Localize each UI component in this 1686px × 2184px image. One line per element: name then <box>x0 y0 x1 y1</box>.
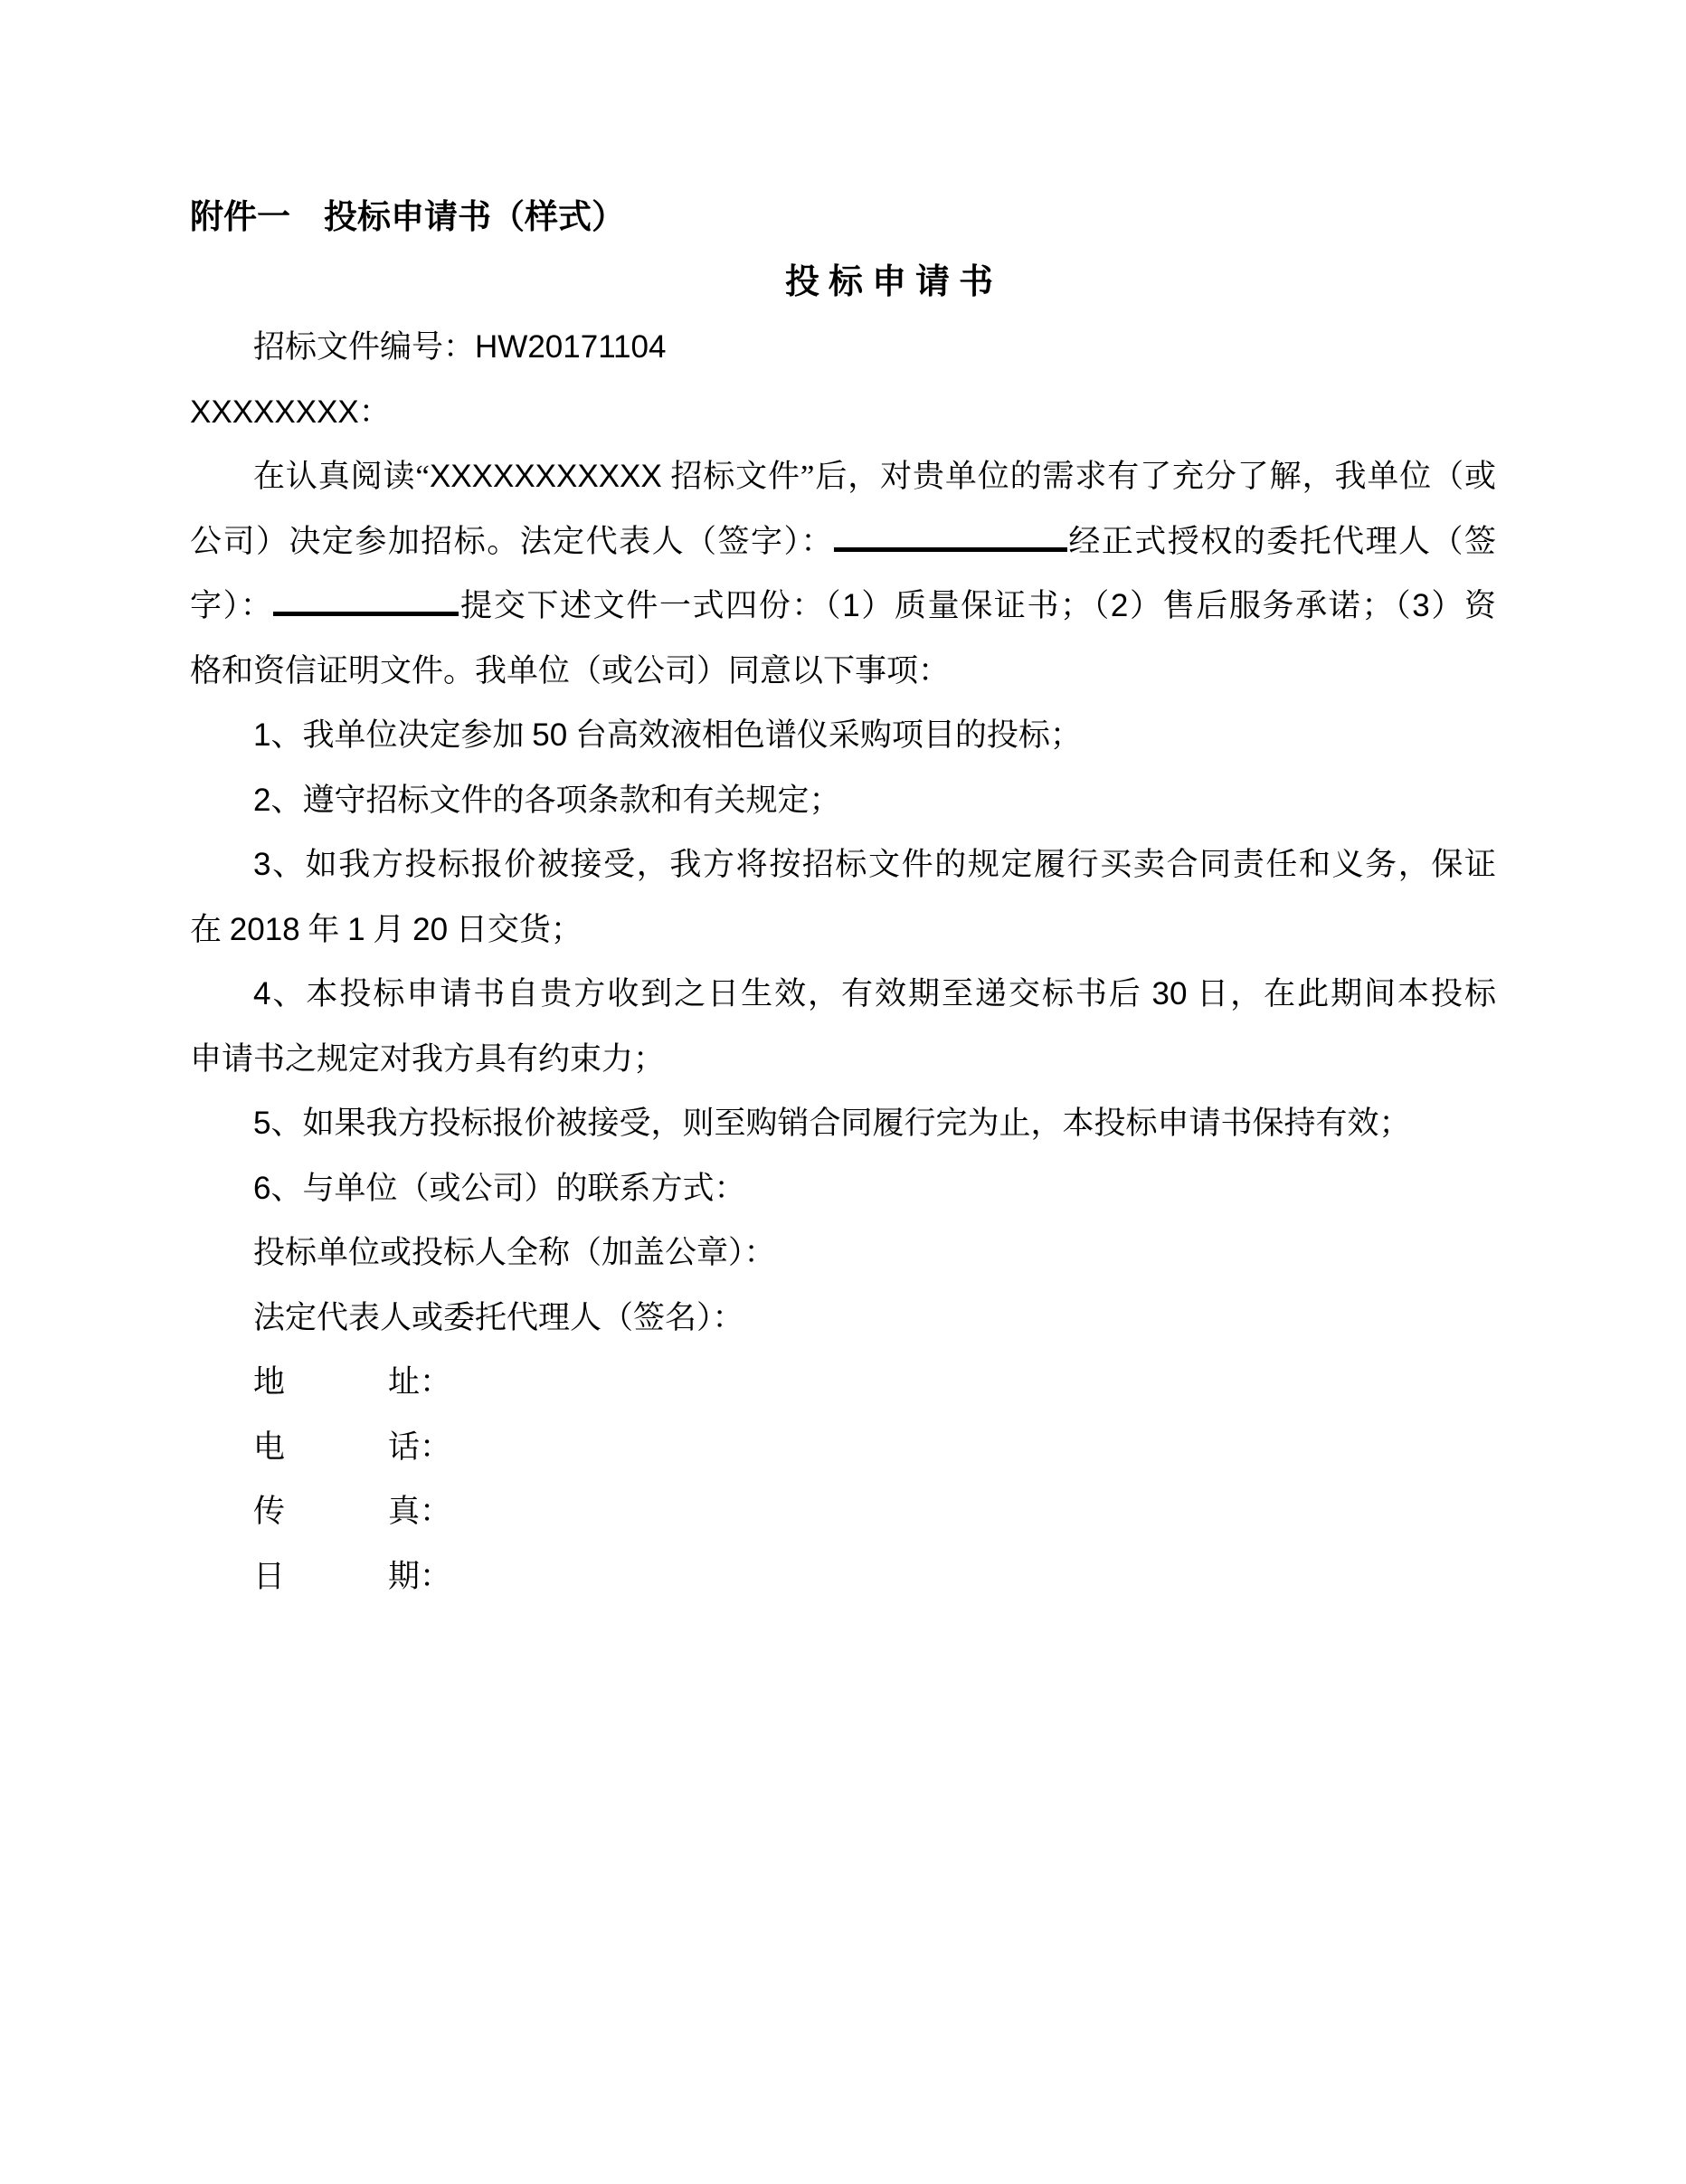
ref-number-line <box>190 315 1496 380</box>
document-title <box>241 251 1547 316</box>
paragraph1-line1 <box>190 444 1496 509</box>
contact-fax-label-left: 传 <box>253 1494 286 1529</box>
list-item-4-line2-text: 申请书之规定对我方具有约束力； <box>190 1040 666 1077</box>
paragraph1-line2-after: 经正式授权的委托代理人（签 <box>1066 523 1496 559</box>
contact-row-fax <box>190 1479 1496 1544</box>
ref-number-text: 招标文件编号：HW20171104 <box>253 329 667 365</box>
contact-phone-label-right: 话： <box>388 1429 452 1465</box>
contact-date-label-left: 日 <box>253 1558 286 1594</box>
list-item-4-line1 <box>190 962 1496 1027</box>
list-item-3-line1 <box>190 832 1496 897</box>
list-item-6 <box>190 1156 1496 1221</box>
contact-company-line <box>190 1220 1496 1286</box>
list-item-1-text: 1、我单位决定参加 50 台高效液相色谱仪采购项目的投标； <box>253 717 1082 753</box>
contact-row-address <box>190 1350 1496 1415</box>
contact-fax-label-right: 真： <box>388 1494 452 1529</box>
paragraph1-line4 <box>190 639 1496 704</box>
signature-blank-agent <box>273 584 459 616</box>
contact-signer-line <box>190 1286 1496 1351</box>
paragraph1-line1-text: 在认真阅读“XXXXXXXXXXX 招标文件”后，对贵单位的需求有了充分了解，我单位（或 <box>253 459 1496 494</box>
paragraph1-line3 <box>190 574 1496 639</box>
contact-address-label-left: 地 <box>253 1364 286 1400</box>
list-item-3-line2 <box>190 897 1496 963</box>
paragraph1-line3-before: 字）： <box>190 588 274 623</box>
salutation-text: XXXXXXXX： <box>190 394 391 430</box>
list-item-4-line1-text: 4、本投标申请书自贵方收到之日生效，有效期至递交标书后 30 日，在此期间本投标 <box>253 976 1496 1011</box>
list-item-5 <box>190 1091 1496 1156</box>
list-item-5-text: 5、如果我方投标报价被接受，则至购销合同履行完为止，本投标申请书保持有效； <box>253 1106 1411 1141</box>
paragraph1-line2-before: 公司）决定参加招标。法定代表人（签字）： <box>190 523 834 559</box>
paragraph1-line4-text: 格和资信证明文件。我单位（或公司）同意以下事项： <box>190 652 951 688</box>
paragraph1-line2 <box>190 509 1496 574</box>
list-item-2-text: 2、遵守招标文件的各项条款和有关规定； <box>253 782 841 818</box>
list-item-2 <box>190 768 1496 833</box>
document-title-text: 投标申请书 <box>784 262 1002 301</box>
list-item-6-text: 6、与单位（或公司）的联系方式： <box>253 1170 746 1206</box>
contact-address-label-right: 址： <box>388 1364 452 1400</box>
document-content <box>190 185 1496 1609</box>
contact-company-text: 投标单位或投标人全称（加盖公章）： <box>253 1235 776 1270</box>
contact-signer-text: 法定代表人或委托代理人（签名）： <box>253 1299 744 1335</box>
contact-phone-label-left: 电 <box>253 1429 286 1465</box>
signature-blank-legal-rep <box>834 520 1067 552</box>
contact-row-phone <box>190 1415 1496 1480</box>
list-item-3-line1-text: 3、如我方投标报价被接受，我方将按招标文件的规定履行买卖合同责任和义务，保证 <box>253 847 1496 882</box>
list-item-1 <box>190 703 1496 768</box>
contact-row-date <box>190 1544 1496 1610</box>
attachment-heading-text: 附件一 投标申请书（样式） <box>190 199 625 236</box>
paragraph1-line3-after: 提交下述文件一式四份：（1）质量保证书；（2）售后服务承诺；（3）资 <box>459 588 1496 623</box>
list-item-3-line2-text: 在 2018 年 1 月 20 日交货； <box>190 911 583 947</box>
salutation-line <box>190 380 1496 445</box>
list-item-4-line2 <box>190 1027 1496 1092</box>
attachment-heading <box>190 185 1496 251</box>
contact-date-label-right: 期： <box>388 1558 452 1594</box>
